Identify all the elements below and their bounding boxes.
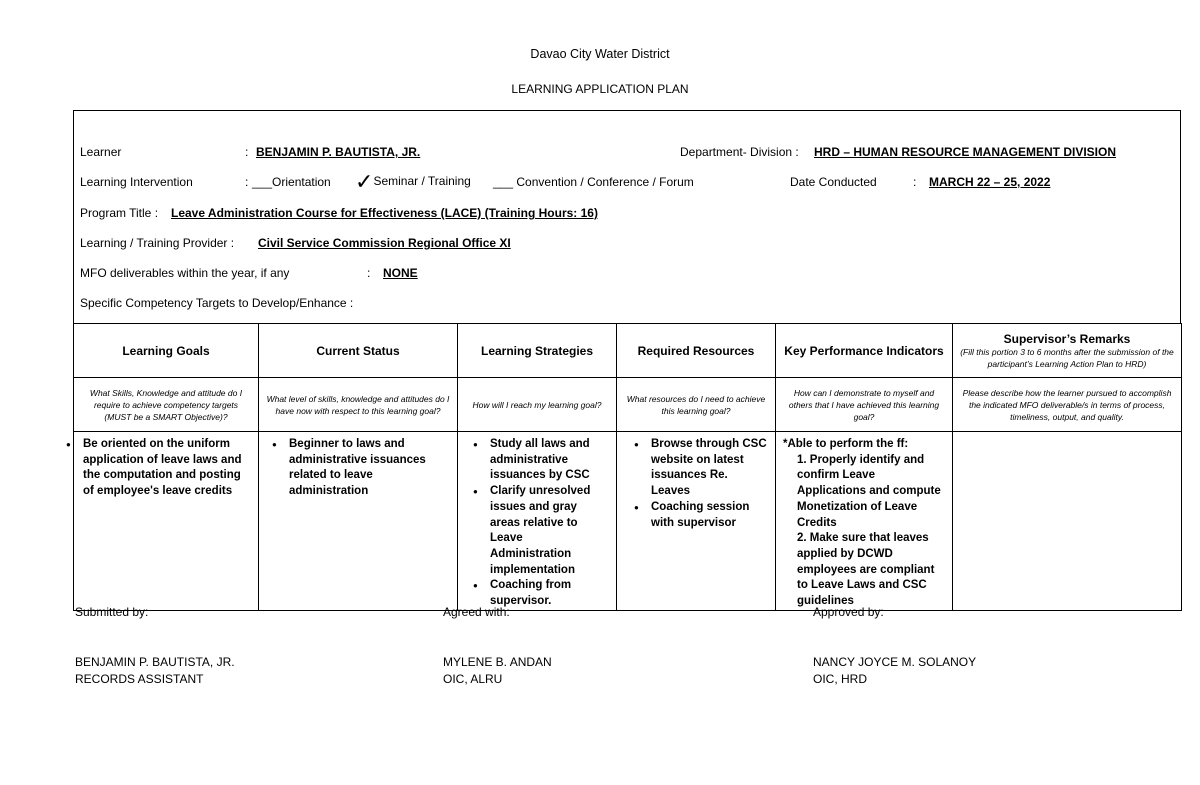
list-item: ● Clarify unresolved issues and gray areas relative to Leave Administration implementation	[490, 484, 606, 578]
list-item: ● Study all laws and administrative issuances by CSC	[490, 437, 606, 484]
subheader-required-resources: What resources do I need to achieve this learning goal?	[617, 378, 776, 432]
subheader-learning-goals: What Skills, Knowledge and attitude do I require to achieve competency targets (MUST be a SMART Objective)?	[74, 378, 259, 432]
header-current-status: Current Status	[259, 324, 458, 378]
learner-value: BENJAMIN P. BAUTISTA, JR.	[256, 145, 421, 159]
seminar-option	[355, 169, 471, 194]
kpi-cell	[776, 432, 953, 611]
kpi-item: 1. Properly identify and confirm Leave Applications and compute Monetization of Leave Credits	[797, 453, 941, 529]
resources-cell	[617, 432, 776, 611]
approved-name: NANCY JOYCE M. SOLANOY	[813, 655, 977, 669]
agreed-title: OIC, ALRU	[443, 672, 503, 686]
header-key-performance-indicators: Key Performance Indicators	[776, 324, 953, 378]
goals-cell	[74, 432, 259, 611]
status-cell	[259, 432, 458, 611]
header-learning-strategies: Learning Strategies	[458, 324, 617, 378]
organization-name: Davao City Water District	[530, 47, 670, 61]
submitted-title: RECORDS ASSISTANT	[75, 672, 204, 686]
submitted-label: Submitted by:	[75, 605, 149, 619]
approved-label: Approved by:	[813, 605, 884, 619]
department-label: Department- Division :	[680, 145, 799, 159]
provider-value: Civil Service Commission Regional Office XI	[258, 236, 511, 250]
approved-title: OIC, HRD	[813, 672, 867, 686]
orientation-blank: ___	[252, 175, 273, 189]
header-required-resources: Required Resources	[617, 324, 776, 378]
strategies-cell	[458, 432, 617, 611]
list-item: ● Be oriented on the uniform application of leave laws and the computation and posting of employee's leave credits	[83, 437, 254, 500]
learner-label: Learner	[80, 145, 122, 159]
table-subheader-row	[74, 378, 1182, 432]
list-item: ● Coaching from supervisor.	[490, 578, 606, 609]
mfo-value: NONE	[383, 266, 418, 280]
subheader-key-performance-indicators: How can I demonstrate to myself and others that I have achieved this learning goal?	[776, 378, 953, 432]
convention-label: Convention / Conference / Forum	[516, 175, 694, 189]
intervention-label: Learning Intervention	[80, 175, 193, 189]
table-header-row	[74, 324, 1182, 378]
orientation-label: Orientation	[272, 175, 331, 189]
orientation-option	[252, 175, 331, 189]
list-item: ● Browse through CSC website on latest issuances Re. Leaves	[651, 437, 769, 500]
agreed-name: MYLENE B. ANDAN	[443, 655, 552, 669]
kpi-intro: *Able to perform the ff:	[783, 438, 909, 450]
check-mark-icon: ✓	[355, 169, 374, 194]
submitted-name: BENJAMIN P. BAUTISTA, JR.	[75, 655, 235, 669]
provider-label: Learning / Training Provider :	[80, 236, 235, 250]
convention-blank: ___	[493, 175, 514, 189]
program-value: Leave Administration Course for Effectiveness (LACE) (Training Hours: 16)	[171, 206, 598, 220]
supervisor-remarks-note: (Fill this portion 3 to 6 months after the submission of the participant’s Learning Action Plan to HRD)	[960, 346, 1174, 369]
intervention-colon: :	[245, 175, 249, 189]
mfo-colon: :	[367, 266, 371, 280]
program-label: Program Title :	[80, 206, 159, 220]
subheader-learning-strategies: How will I reach my learning goal?	[458, 378, 617, 432]
subheader-supervisor-remarks: Please describe how the learner pursued to accomplish the indicated MFO deliverable/s in terms of process, timeliness, output, and quality.	[953, 378, 1182, 432]
mfo-label: MFO deliverables within the year, if any	[80, 266, 290, 280]
learner-colon: :	[245, 145, 249, 159]
remarks-cell	[953, 432, 1182, 611]
date-label: Date Conducted	[790, 175, 877, 189]
header-supervisor-remarks	[953, 324, 1182, 378]
agreed-label: Agreed with:	[443, 605, 510, 619]
table-row	[74, 432, 1182, 611]
convention-option	[493, 175, 694, 189]
date-value: MARCH 22 – 25, 2022	[929, 175, 1051, 189]
department-value: HRD – HUMAN RESOURCE MANAGEMENT DIVISION	[814, 145, 1117, 159]
kpi-item: 2. Make sure that leaves applied by DCWD employees are compliant to Leave Laws and CSC guidelines	[797, 532, 935, 608]
list-item: ● Beginner to laws and administrative issuances related to leave administration	[289, 437, 453, 500]
seminar-label: Seminar / Training	[373, 174, 471, 188]
date-colon: :	[913, 175, 917, 189]
competency-label: Specific Competency Targets to Develop/Enhance :	[80, 296, 354, 310]
supervisor-remarks-title: Supervisor’s Remarks	[1003, 331, 1131, 346]
learning-plan-table	[73, 323, 1182, 611]
list-item: ● Coaching session with supervisor	[651, 500, 769, 531]
document-title: LEARNING APPLICATION PLAN	[511, 82, 689, 96]
subheader-current-status: What level of skills, knowledge and attitudes do I have now with respect to this learning goal?	[259, 378, 458, 432]
header-learning-goals: Learning Goals	[74, 324, 259, 378]
